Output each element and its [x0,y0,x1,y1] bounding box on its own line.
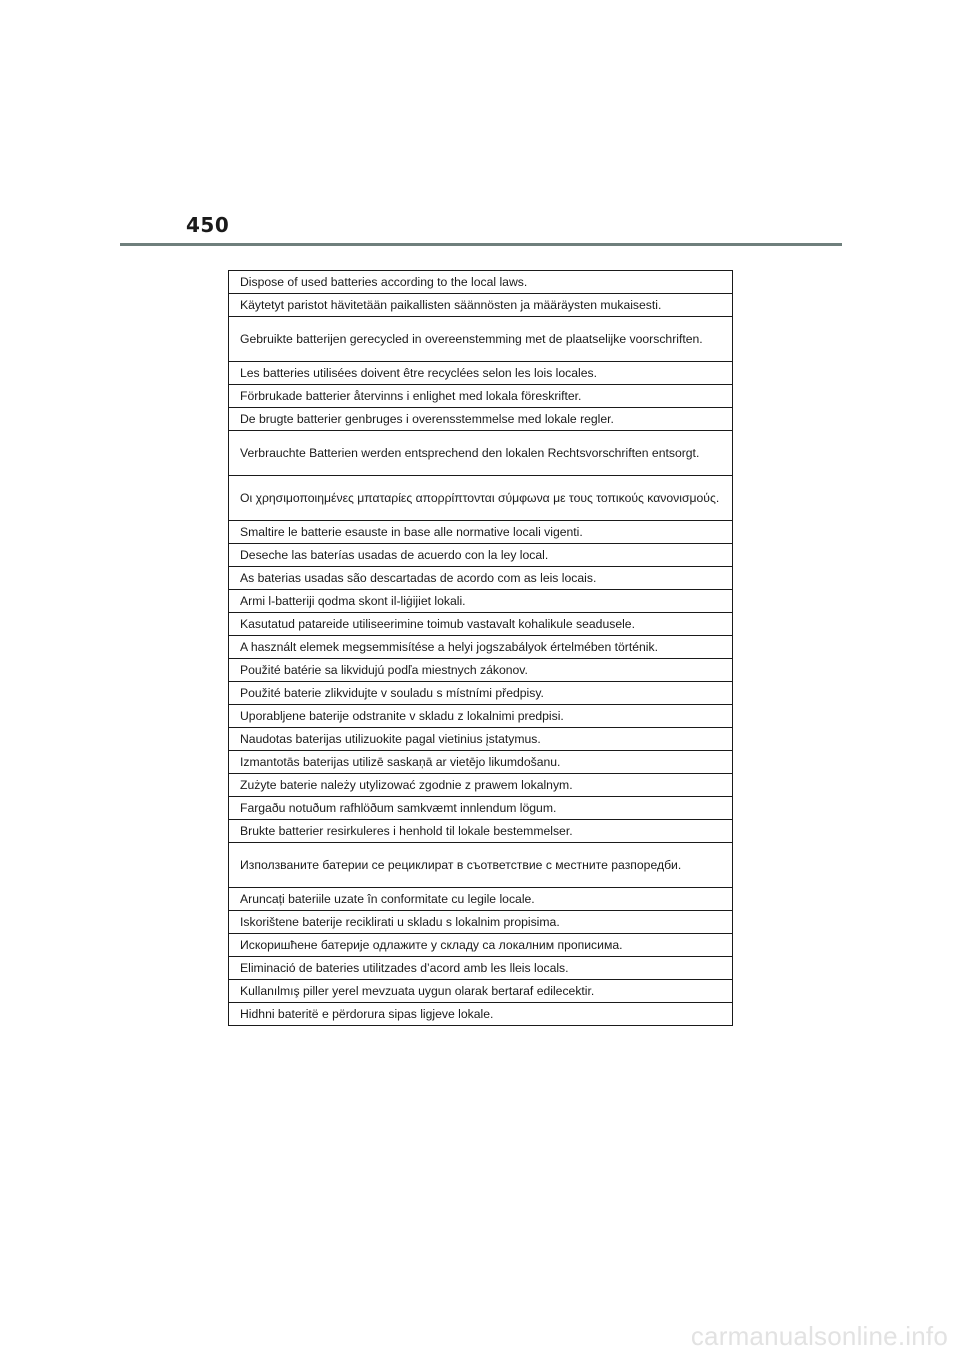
disposal-statement: Verbrauchte Batterien werden entsprechend den lokalen Rechtsvorschriften entsorgt. [229,431,733,476]
table-row [229,294,733,317]
disposal-statement: Izmantotās baterijas utilizē saskaņā ar vietējo likumdošanu. [229,751,733,774]
table-row [229,659,733,682]
header-rule [120,243,842,246]
disposal-statement: Eliminació de bateries utilitzades d’acord amb les lleis locals. [229,957,733,980]
table-row [229,980,733,1003]
table-row [229,476,733,521]
table-row [229,431,733,476]
disposal-statement: A használt elemek megsemmisítése a helyi jogszabályok értelmében történik. [229,636,733,659]
disposal-statement: De brugte batterier genbruges i overensstemmelse med lokale regler. [229,408,733,431]
table-row [229,705,733,728]
disposal-statement: Förbrukade batterier återvinns i enlighet med lokala föreskrifter. [229,385,733,408]
table-row [229,567,733,590]
disposal-statement: Brukte batterier resirkuleres i henhold til lokale bestemmelser. [229,820,733,843]
table-row [229,751,733,774]
disposal-statement: Gebruikte batterijen gerecycled in overeenstemming met de plaatselijke voorschriften. [229,317,733,362]
disposal-statement: Hidhni bateritë e përdorura sipas ligjeve lokale. [229,1003,733,1026]
disposal-statement: Fargaðu notuðum rafhlöðum samkvæmt innlendum lögum. [229,797,733,820]
disposal-statement: Použité batérie sa likvidujú podľa miestnych zákonov. [229,659,733,682]
table-row [229,271,733,294]
table-row [229,728,733,751]
table-row [229,317,733,362]
table-row [229,636,733,659]
table-row [229,911,733,934]
table-row [229,1003,733,1026]
disposal-statement: Dispose of used batteries according to the local laws. [229,271,733,294]
table-row [229,521,733,544]
table-row [229,797,733,820]
table-row [229,385,733,408]
battery-disposal-rows [229,271,733,1026]
page-number: 450 [186,213,230,237]
disposal-statement: Aruncați bateriile uzate în conformitate cu legile locale. [229,888,733,911]
disposal-statement: Smaltire le batterie esauste in base alle normative locali vigenti. [229,521,733,544]
table-row [229,820,733,843]
table-row [229,408,733,431]
disposal-statement: Οι χρησιμοποιημένες μπαταρίες απορρίπτονται σύμφωνα με τους τοπικούς κανονισμούς. [229,476,733,521]
disposal-statement: Използваните батерии се рециклират в съответствие с местните разпоредби. [229,843,733,888]
disposal-statement: Iskorištene baterije reciklirati u skladu s lokalnim propisima. [229,911,733,934]
disposal-statement: Искоришћене батерије одлажите у складу са локалним прописима. [229,934,733,957]
disposal-statement: Kullanılmış piller yerel mevzuata uygun olarak bertaraf edilecektir. [229,980,733,1003]
table-row [229,843,733,888]
disposal-statement: Les batteries utilisées doivent être recyclées selon les lois locales. [229,362,733,385]
table-row [229,957,733,980]
disposal-statement: Armi l-batteriji qodma skont il-liġijiet lokali. [229,590,733,613]
table-row [229,774,733,797]
disposal-statement: Naudotas baterijas utilizuokite pagal vietinius įstatymus. [229,728,733,751]
disposal-statement: Käytetyt paristot hävitetään paikallisten säännösten ja määräysten mukaisesti. [229,294,733,317]
table-row [229,362,733,385]
table-row [229,682,733,705]
table-row [229,544,733,567]
table-row [229,613,733,636]
table-row [229,888,733,911]
disposal-statement: Uporabljene baterije odstranite v skladu z lokalnimi predpisi. [229,705,733,728]
table-row [229,934,733,957]
watermark: carmanualsonline.info [690,1321,948,1351]
table-row [229,590,733,613]
disposal-statement: Použité baterie zlikvidujte v souladu s místními předpisy. [229,682,733,705]
disposal-statement: As baterias usadas são descartadas de acordo com as leis locais. [229,567,733,590]
disposal-statement: Deseche las baterías usadas de acuerdo con la ley local. [229,544,733,567]
disposal-statement: Zużyte baterie należy utylizować zgodnie z prawem lokalnym. [229,774,733,797]
disposal-statement: Kasutatud patareide utiliseerimine toimub vastavalt kohalikule seadusele. [229,613,733,636]
battery-disposal-table [228,270,733,1026]
